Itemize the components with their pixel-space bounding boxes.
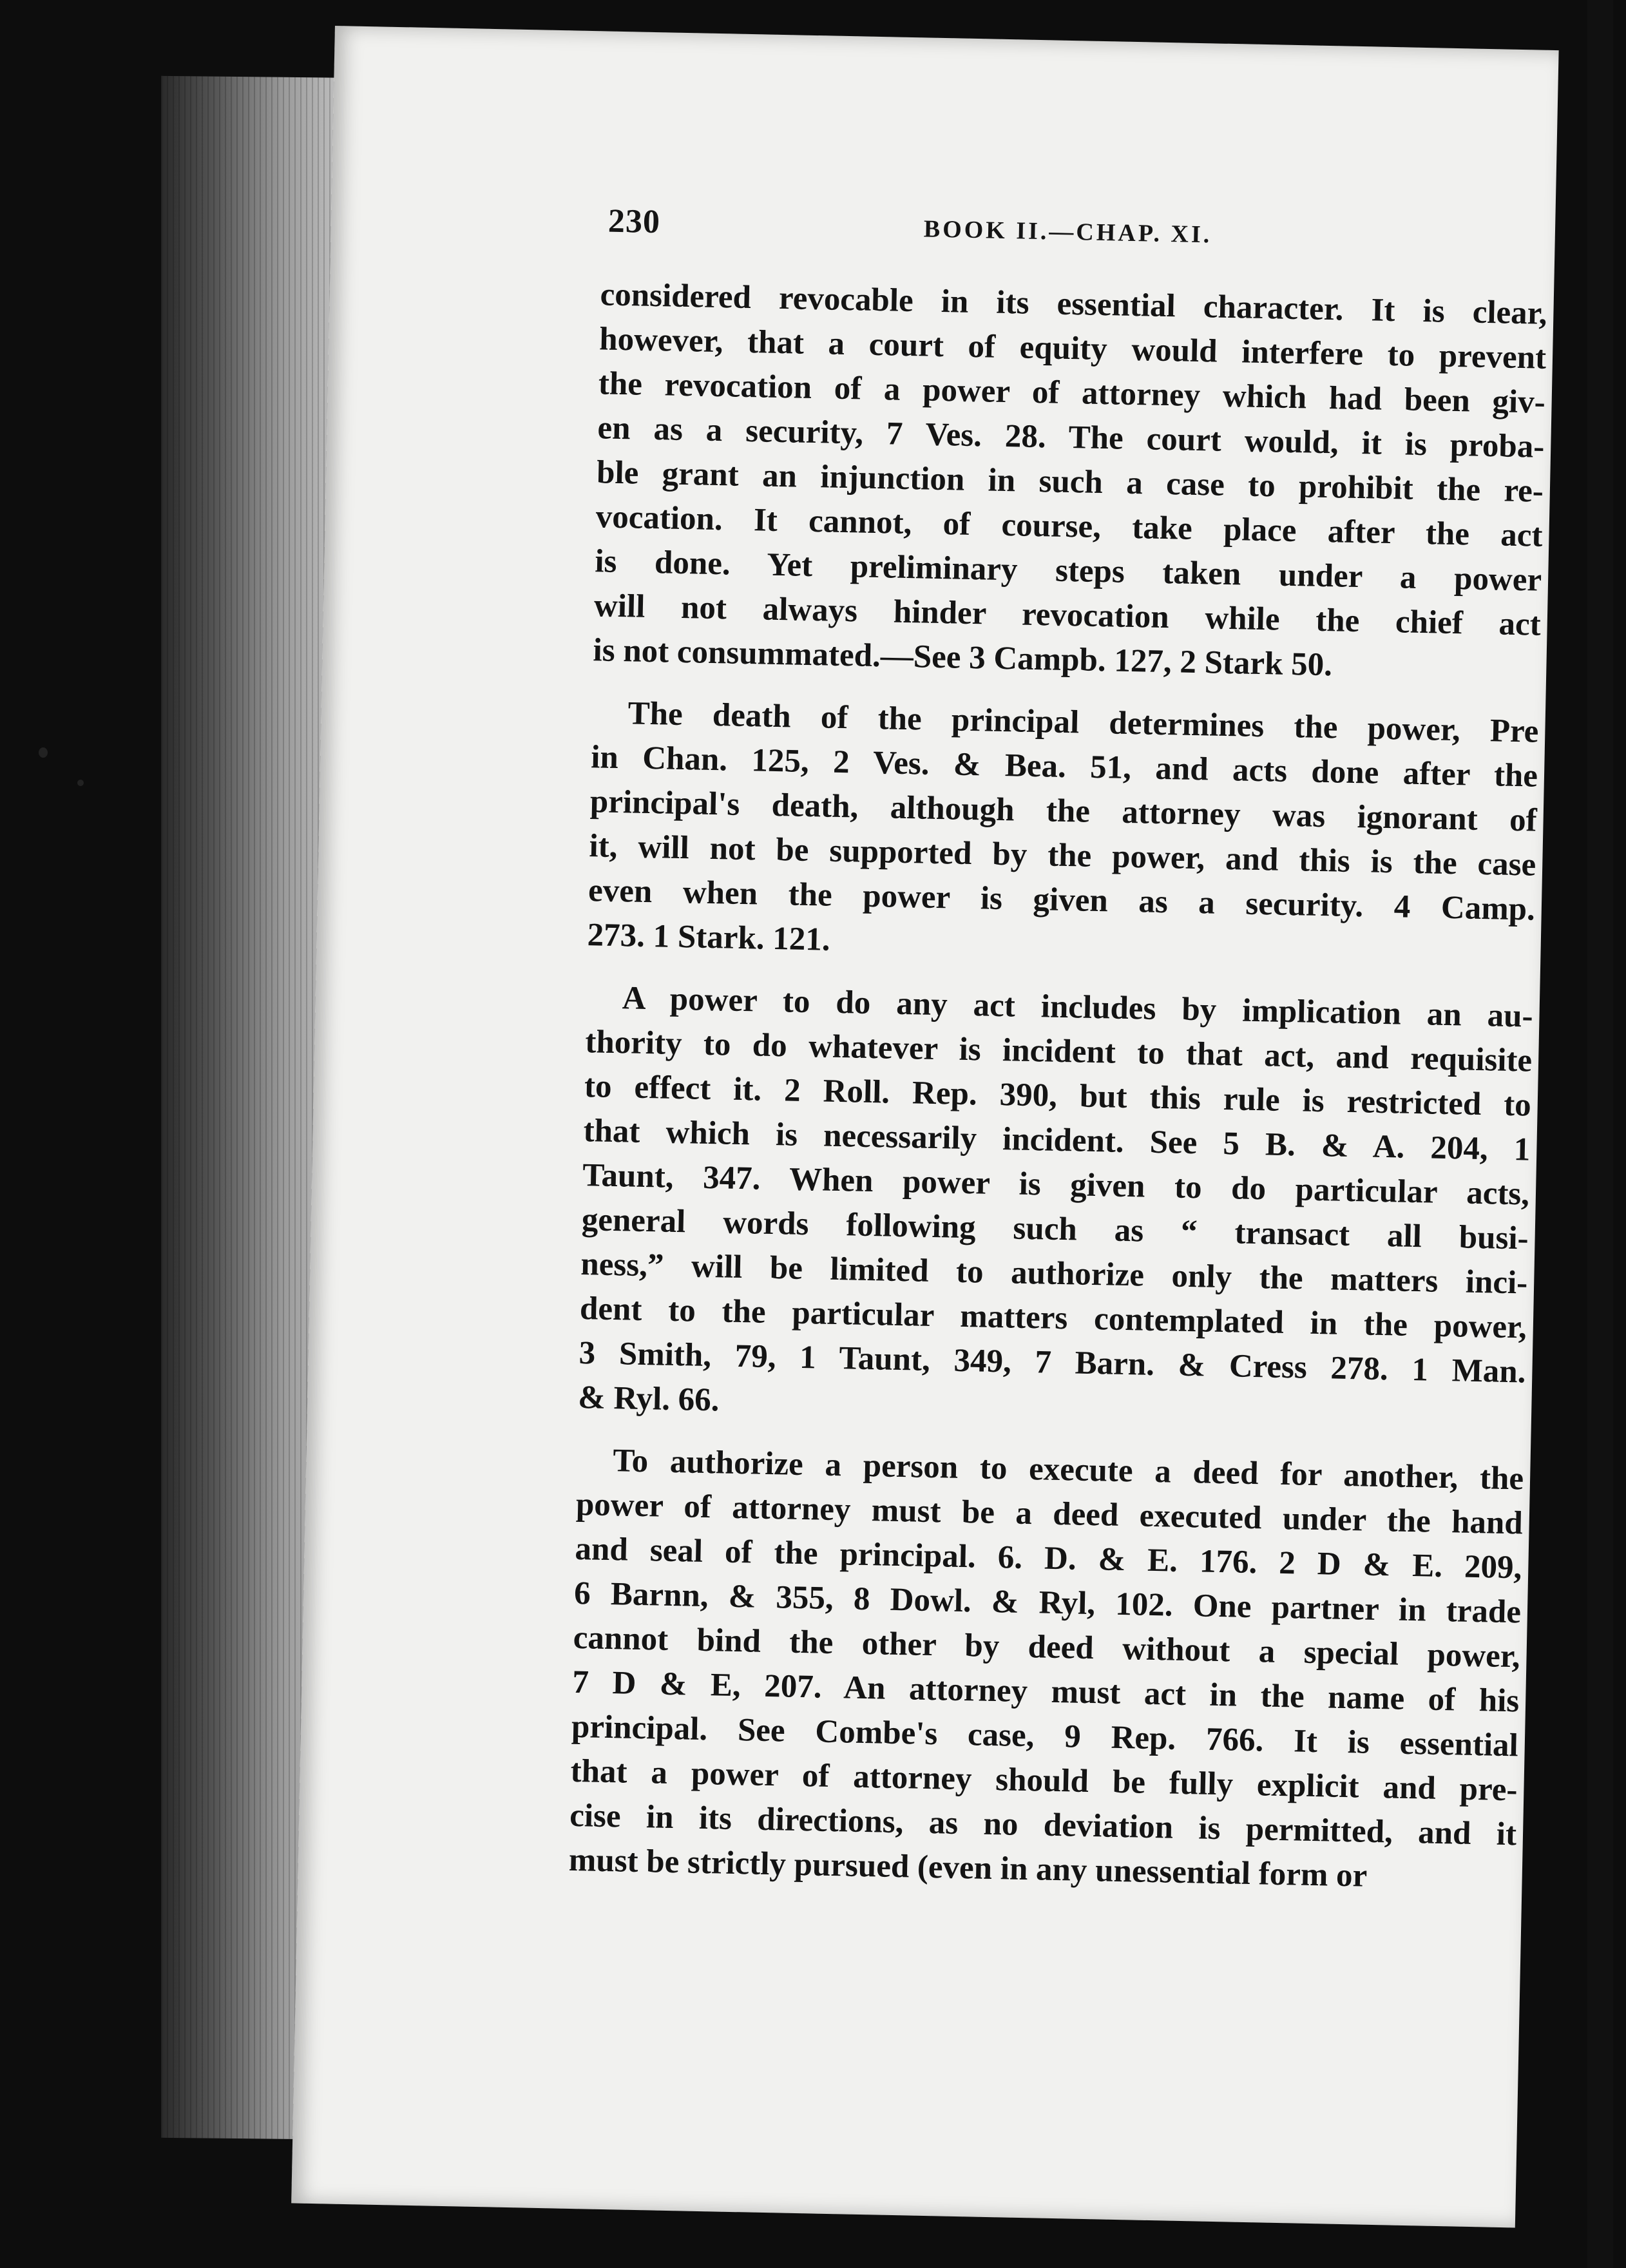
text-line: 7 D & E, 207. An attorney must act in the name of his [571,1664,1520,1720]
body-text [568,273,1547,1919]
text-line: thority to do whatever is incident to that act, and requisite [584,1024,1533,1079]
text-line: To authorize a person to execute a deed for another, the [612,1443,1524,1497]
paragraph-2 [587,691,1539,976]
paragraph-4 [568,1438,1524,1901]
page-sheet [291,26,1558,2227]
text-line: 273. 1 Stark. 121. [587,917,831,958]
text-line: the revocation of a power of attorney which had been giv- [598,365,1546,421]
text-line: general words following such as “ transact all busi- [581,1202,1529,1257]
page-number: 230 [607,202,661,241]
text-line: in Chan. 125, 2 Ves. & Bea. 51, and acts done after the [590,739,1538,794]
text-line: power of attorney must be a deed executed under the hand [575,1486,1524,1542]
text-line: 6 Barnn, & 355, 8 Dowl. & Ryl, 102. One partner in trade [573,1575,1522,1631]
page-header [607,202,1549,266]
paragraph-3 [578,975,1534,1439]
text-line: and seal of the principal. 6. D. & E. 176. 2 D & E. 209, [575,1530,1522,1586]
text-line: The death of the principal determines the power, Pre [627,695,1539,750]
text-line: that a power of attorney should be fully explicit and pre- [570,1753,1518,1809]
text-line: that which is necessarily incident. See 5 B. & A. 204, 1 [583,1113,1531,1168]
text-line: & Ryl. 66. [577,1379,720,1419]
text-line: considered revocable in its essential character. It is clear, [600,276,1547,332]
right-margin-shadow [1587,0,1613,2268]
text-line: however, that a court of equity would interfere to prevent [598,321,1547,376]
text-line: vocation. It cannot, of course, take place after the act [595,499,1544,554]
text-line: will not always hinder revocation while the chief act [593,588,1542,643]
text-line: to effect it. 2 Roll. Rep. 390, but this rule is restricted to [584,1068,1532,1124]
text-line: is done. Yet preliminary steps taken under a power [594,543,1542,599]
text-line: even when the power is given as a security. 4 Camp. [588,872,1536,928]
text-line: Taunt, 347. When power is given to do particular acts, [582,1157,1530,1213]
text-line: cise in its directions, as no deviation is permitted, and it [569,1797,1517,1853]
paragraph-1 [593,273,1547,691]
text-line: principal's death, although the attorney was ignorant of [589,783,1538,839]
text-line: must be strictly pursued (even in any unessential form or [568,1841,1368,1894]
text-line: it, will not be supported by the power, and this is the case [588,828,1536,883]
text-line: dent to the particular matters contemplated in the power, [579,1291,1527,1346]
text-line: principal. See Combe's case, 9 Rep. 766. It is essential [571,1708,1519,1764]
text-line: en as a security, 7 Ves. 28. The court would, it is proba- [597,410,1545,465]
text-line: ness,” will be limited to authorize only the matters inci- [580,1246,1528,1302]
text-line: A power to do any act includes by implication an au- [622,980,1534,1035]
scan-speck [77,780,84,786]
scan-speck [39,747,48,758]
text-line: ble grant an injunction in such a case to prohibit the re- [596,454,1544,510]
running-head: BOOK II.—CHAP. XI. [923,215,1212,249]
text-line: cannot bind the other by deed without a special power, [573,1619,1521,1675]
text-line: is not consummated.—See 3 Campb. 127, 2 Stark 50. [593,632,1333,684]
text-line: 3 Smith, 79, 1 Taunt, 349, 7 Barn. & Cress 278. 1 Man. [579,1335,1526,1390]
